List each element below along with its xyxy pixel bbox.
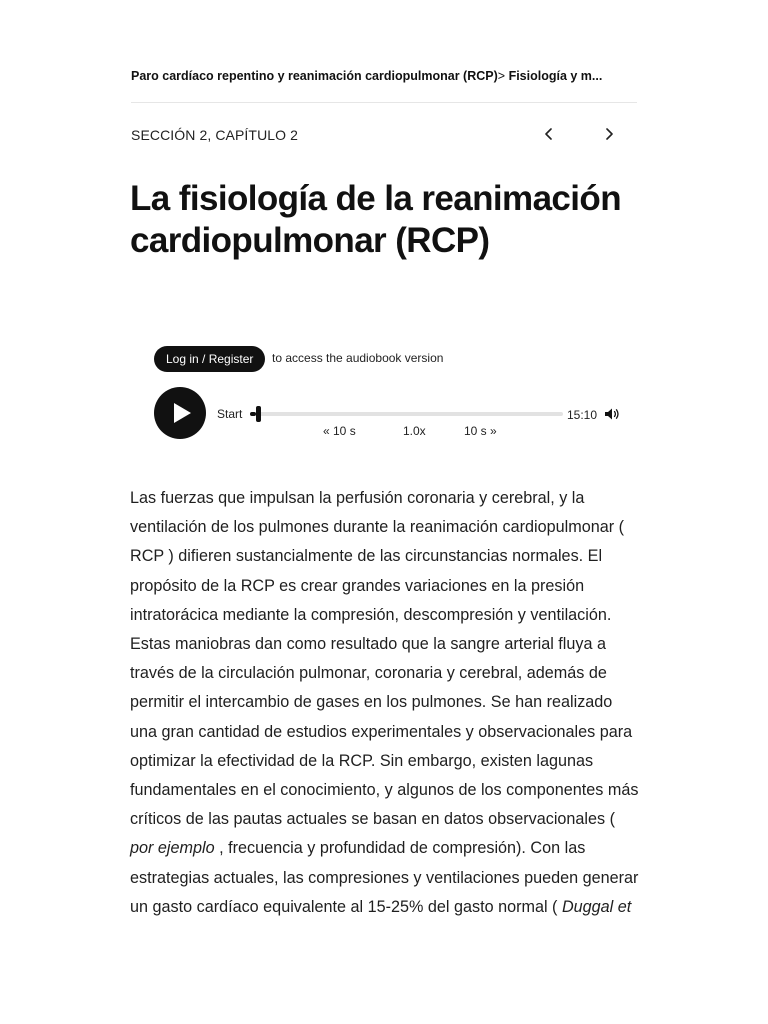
skip-forward-button[interactable]: 10 s » xyxy=(464,424,497,438)
play-button[interactable] xyxy=(154,387,206,439)
breadcrumb-parent-link[interactable]: Paro cardíaco repentino y reanimación cardiopulmonar (RCP) xyxy=(131,69,498,83)
audiobook-access-note: to access the audiobook version xyxy=(272,351,444,365)
chevron-left-icon xyxy=(544,128,554,140)
playback-speed-button[interactable]: 1.0x xyxy=(403,424,426,438)
breadcrumb-separator: > xyxy=(497,69,506,83)
previous-chapter-button[interactable] xyxy=(539,124,559,144)
chevron-right-icon xyxy=(604,128,614,140)
section-label: SECCIÓN 2, CAPÍTULO 2 xyxy=(131,127,299,143)
body-text-emphasis-2: Duggal et xyxy=(561,897,632,916)
body-text-part2: , frecuencia y profundidad de compresión). Con las estrategias actuales, las compresiones y ventilaciones pueden generar un gasto cardíaco equivalente al 15-25% del gasto normal ( xyxy=(130,839,639,916)
login-register-button[interactable]: Log in / Register xyxy=(154,346,265,372)
body-text-emphasis-1: por ejemplo xyxy=(130,839,215,858)
breadcrumb-current[interactable]: Fisiología y m... xyxy=(508,69,603,83)
breadcrumb xyxy=(131,69,627,83)
audio-progress-handle[interactable] xyxy=(256,406,261,422)
audio-duration: 15:10 xyxy=(567,408,598,422)
start-label: Start xyxy=(217,407,243,421)
chapter-body-paragraph xyxy=(130,484,642,922)
header-divider xyxy=(131,102,637,103)
play-icon xyxy=(172,402,192,424)
audio-progress-track[interactable] xyxy=(250,412,563,416)
volume-icon[interactable] xyxy=(604,407,620,421)
page-title: La fisiología de la reanimación cardiopulmonar (RCP) xyxy=(130,179,621,260)
body-text-part1: Las fuerzas que impulsan la perfusión coronaria y cerebral, y la ventilación de los pulmones durante la reanimación cardiopulmonar ( RCP ) difieren sustancialmente de las circunstancias normales. El propósito de la RCP es crear grandes variaciones en la presión intratorácica mediante la compresión, descompresión y ventilación. Estas maniobras dan como resultado que la sangre arterial fluya a través de la circulación pulmonar, coronaria y cerebral, además de permitir el intercambio de gases en los pulmones. Se han realizado una gran cantidad de estudios experimentales y observacionales para optimizar la efectividad de la RCP. Sin embargo, existen lagunas fundamentales en el conocimiento, y algunos de los componentes más críticos de las pautas actuales se basan en datos observacionales ( xyxy=(130,489,639,829)
next-chapter-button[interactable] xyxy=(599,124,619,144)
skip-back-button[interactable]: « 10 s xyxy=(323,424,356,438)
